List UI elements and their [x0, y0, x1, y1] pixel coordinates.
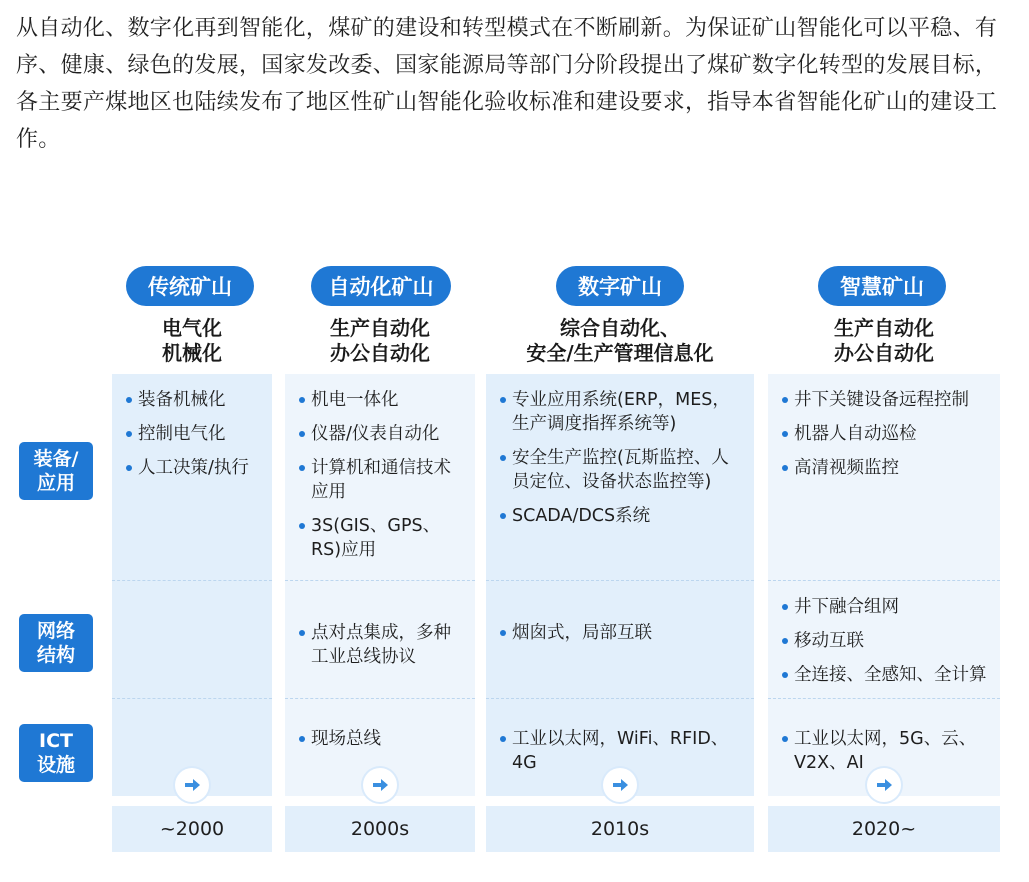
stage-subtitle-digital: 综合自动化、 安全/生产管理信息化 [526, 316, 714, 365]
stage-column-automation [285, 374, 475, 796]
list-item: 井下融合组网 [782, 595, 990, 619]
row-label-network: 网络 结构 [19, 614, 93, 672]
list-item: 烟囱式，局部互联 [500, 621, 744, 645]
intro-paragraph: 从自动化、数字化再到智能化，煤矿的建设和转型模式在不断刷新。为保证矿山智能化可以平稳、有序、健康、绿色的发展，国家发改委、国家能源局等部门分阶段提出了煤矿数字化转型的发展目标，各主要产煤地区也陆续发布了地区性矿山智能化验收标准和建设要求，指导本省智能化矿山的建设工作。 [16, 16, 998, 152]
list-item: 计算机和通信技术应用 [299, 456, 465, 504]
list-item: 人工决策/执行 [126, 456, 262, 480]
stage-title-traditional: 传统矿山 [126, 266, 254, 306]
stage-title-digital: 数字矿山 [556, 266, 684, 306]
list-item: 井下关键设备远程控制 [782, 388, 990, 412]
list-item: 移动互联 [782, 629, 990, 653]
list-item: 机器人自动巡检 [782, 422, 990, 446]
list-item: 现场总线 [299, 727, 465, 751]
list-item: 控制电气化 [126, 422, 262, 446]
right-arrow-icon [603, 768, 637, 802]
list-item: 3S(GIS、GPS、RS)应用 [299, 514, 465, 562]
right-arrow-icon [175, 768, 209, 802]
year-label-smart: 2020~ [768, 806, 1000, 852]
list-item: 点对点集成，多种工业总线协议 [299, 621, 465, 669]
stage-subtitle-smart: 生产自动化 办公自动化 [834, 316, 934, 365]
year-label-digital: 2010s [486, 806, 754, 852]
list-item: 仪器/仪表自动化 [299, 422, 465, 446]
right-arrow-icon [363, 768, 397, 802]
stage-title-automation: 自动化矿山 [311, 266, 451, 306]
list-item: 工业以太网，5G、云、V2X、AI [782, 727, 990, 775]
stage-column-smart [768, 374, 1000, 796]
list-item: 安全生产监控(瓦斯监控、人员定位、设备状态监控等) [500, 446, 744, 494]
list-item: 全连接、全感知、全计算 [782, 663, 990, 687]
list-item: 工业以太网，WiFi、RFID、4G [500, 727, 744, 775]
stage-subtitle-traditional: 电气化 机械化 [162, 316, 222, 365]
list-item: SCADA/DCS系统 [500, 504, 744, 528]
stage-column-digital [486, 374, 754, 796]
row-label-ict: ICT 设施 [19, 724, 93, 782]
list-item: 高清视频监控 [782, 456, 990, 480]
list-item: 装备机械化 [126, 388, 262, 412]
list-item: 机电一体化 [299, 388, 465, 412]
stage-column-traditional [112, 374, 272, 796]
stage-subtitle-automation: 生产自动化 办公自动化 [330, 316, 430, 365]
year-label-traditional: ~2000 [112, 806, 272, 852]
year-label-automation: 2000s [285, 806, 475, 852]
stage-title-smart: 智慧矿山 [818, 266, 946, 306]
list-item: 专业应用系统(ERP，MES，生产调度指挥系统等) [500, 388, 744, 436]
right-arrow-icon [867, 768, 901, 802]
row-label-equipment: 装备/ 应用 [19, 442, 93, 500]
